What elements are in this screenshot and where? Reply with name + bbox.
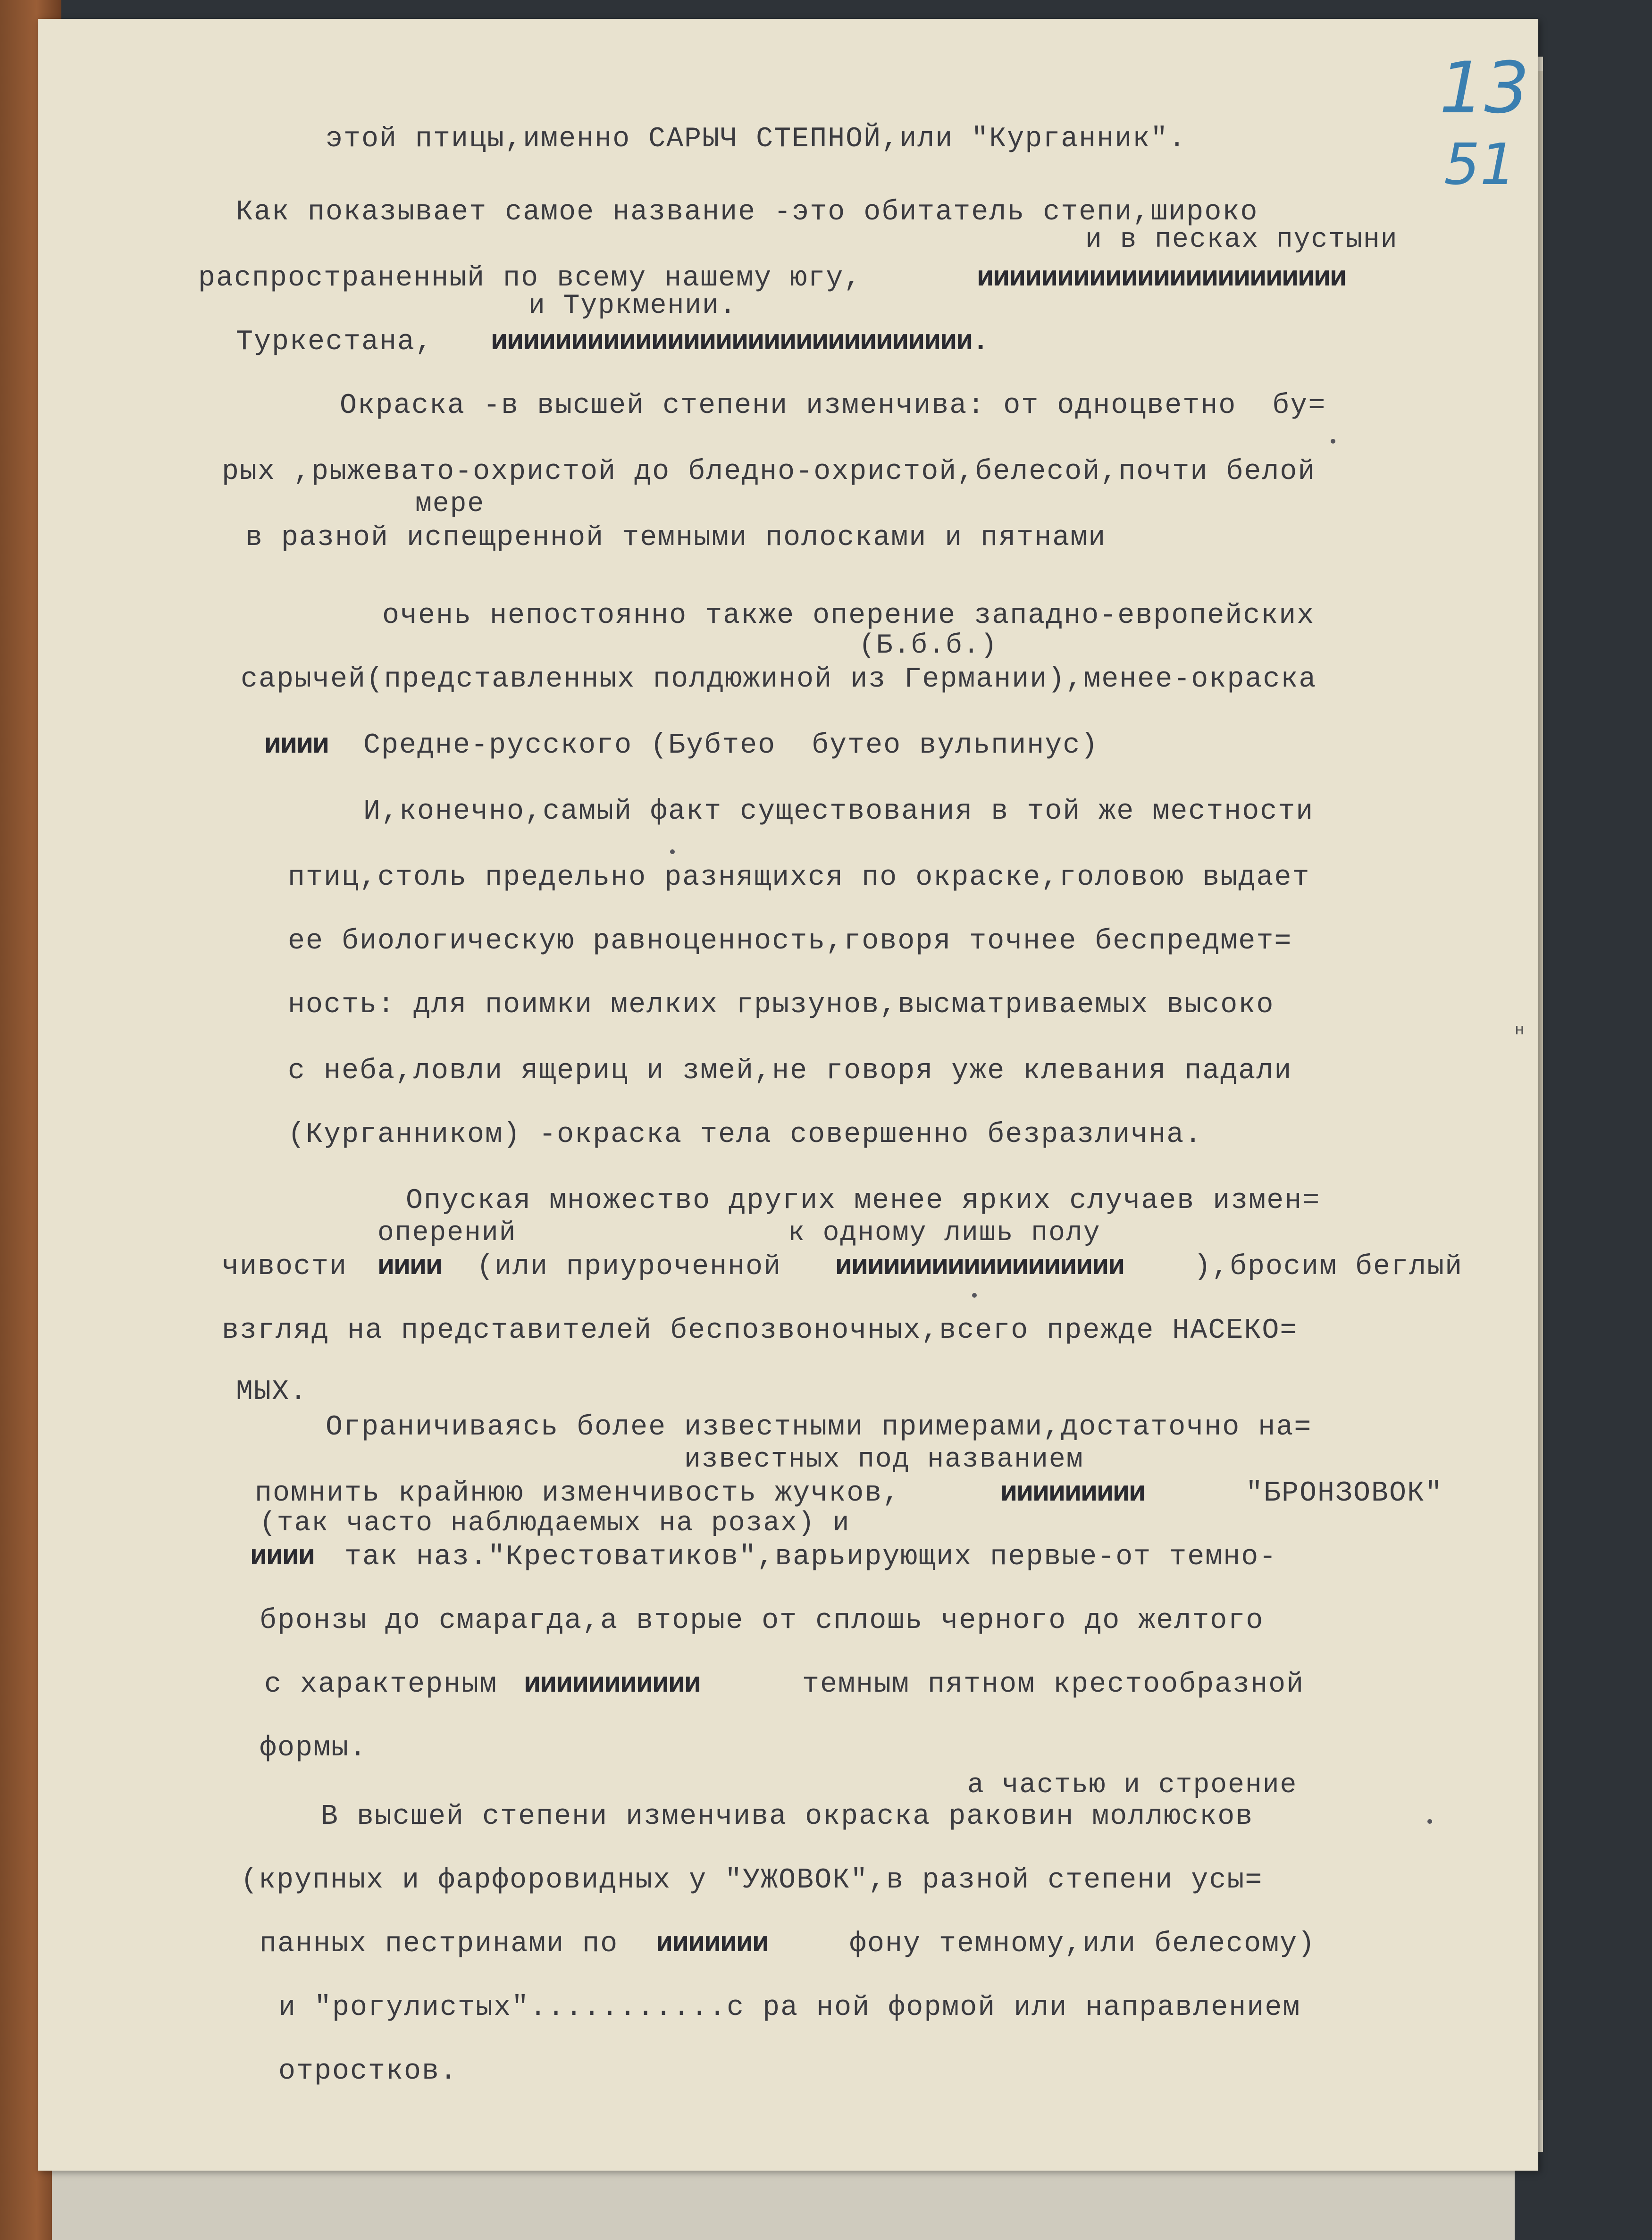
text-line-26: формы. [260, 1732, 368, 1764]
text-line-19: взгляд на представителей беспозвоночных,всего прежде НАСЕКО= [222, 1315, 1298, 1347]
text-line-21: Ограничиваясь более известными примерами,достаточно на= [326, 1411, 1312, 1443]
insert-line-1: и в песках пустыни [1085, 225, 1398, 255]
text-line-25b: темным пятном крестообразной [802, 1669, 1305, 1701]
text-line-6: рых ,рыжевато-охристой до бледно-охристой,белесой,почти белой [222, 456, 1316, 488]
insert-line-9: а частью и строение [967, 1770, 1298, 1801]
overstrike-8: иииииииииии [524, 1669, 701, 1701]
overstrike-2: ииииииииииииииииииииииииииииии. [491, 326, 989, 358]
text-line-23: так наз."Крестоватиков",варьирующих первые-от темно- [344, 1541, 1277, 1573]
overstrike-5: ииииииииииииииииии [835, 1251, 1124, 1283]
text-line-2: Как показывает самое название -это обитатель степи,широко [236, 196, 1258, 228]
text-line-22a: помнить крайнюю изменчивость жучков, [255, 1477, 901, 1510]
folio-number-bottom: 51 [1444, 132, 1516, 198]
text-line-25a: с характерным [264, 1669, 498, 1701]
text-line-17: Опуская множество других менее ярких случаев измен= [406, 1185, 1321, 1217]
text-line-13: ее биологическую равноценность,говоря точнее беспредмет= [288, 925, 1292, 957]
insert-line-5: оперений [377, 1218, 517, 1249]
overstrike-1: иииииииииииииииииииииии [977, 262, 1346, 294]
insert-line-4: (Б.б.б.) [859, 630, 998, 661]
ink-speck [972, 1293, 977, 1298]
overstrike-6: иииииииии [1000, 1477, 1145, 1510]
text-line-29a: панных пестринами по [260, 1928, 619, 1960]
text-line-28: (крупных и фарфоровидных у "УЖОВОК",в разной степени усы= [241, 1864, 1263, 1896]
ink-speck [1331, 439, 1335, 444]
text-line-9: сарычей(представленных полдюжиной из Германии),менее-окраска [241, 663, 1317, 696]
text-line-8: очень непостоянно также оперение западно-европейских [382, 600, 1315, 632]
text-line-22b: "БРОНЗОВОК" [1246, 1477, 1443, 1510]
text-line-31: отростков. [278, 2055, 458, 2088]
text-line-15: с неба,ловли ящериц и змей,не говоря уже клевания падали [288, 1055, 1292, 1087]
folder-bottom-strip [52, 2161, 1515, 2240]
ink-speck [1427, 1819, 1432, 1824]
insert-line-3: мере [415, 489, 485, 520]
text-line-1: этой птицы,именно САРЫЧ СТЕПНОЙ,или "Курганник". [326, 123, 1187, 155]
text-line-16: (Курганником) -окраска тела совершенно безразлична. [288, 1119, 1203, 1151]
text-line-10: Средне-русского (Бубтео бутео вульпинус) [363, 730, 1099, 762]
overstrike-4: ииии [377, 1251, 442, 1283]
text-line-14: ность: для поимки мелких грызунов,высматриваемых высоко [288, 989, 1275, 1021]
overstrike-3: ииии [264, 730, 329, 762]
insert-line-6: к одному лишь полу [788, 1218, 1101, 1249]
insert-line-2: и Туркмении. [528, 291, 737, 321]
overstrike-9: иииииии [656, 1928, 769, 1960]
text-line-5: Окраска -в высшей степени изменчива: от одноцветно бу= [340, 390, 1326, 422]
text-line-12: птиц,столь предельно разнящихся по окраске,головою выдает [288, 862, 1310, 894]
text-line-18c: ),бросим беглый [1194, 1251, 1463, 1283]
text-line-18b: (или приуроченной [477, 1251, 782, 1283]
text-line-4: Туркестана, [236, 326, 434, 358]
overstrike-7: ииии [250, 1541, 315, 1573]
text-line-29b: фону темному,или белесому) [849, 1928, 1316, 1960]
text-line-7: в разной испещренной темными полосками и пятнами [245, 522, 1107, 554]
text-line-27: В высшей степени изменчива окраска раковин моллюсков [321, 1801, 1254, 1833]
text-line-20: МЫХ. [236, 1376, 308, 1408]
typed-page [38, 19, 1538, 2171]
text-line-30: и "рогулистых"...........с ра ной формой или направлением [278, 1992, 1301, 2024]
folio-number-top: 13 [1439, 47, 1529, 129]
insert-line-7: известных под названием [684, 1444, 1084, 1475]
edge-mark: н [1515, 1022, 1525, 1040]
text-line-3: распространенный по всему нашему югу, [198, 262, 862, 294]
text-line-11: И,конечно,самый факт существования в той же местности [363, 796, 1314, 828]
text-line-18a: чивости [222, 1251, 348, 1283]
insert-line-8: (так часто наблюдаемых на розах) и [260, 1508, 850, 1539]
text-line-24: бронзы до смарагда,а вторые от сплошь черного до желтого [260, 1605, 1264, 1637]
ink-speck [670, 849, 675, 854]
